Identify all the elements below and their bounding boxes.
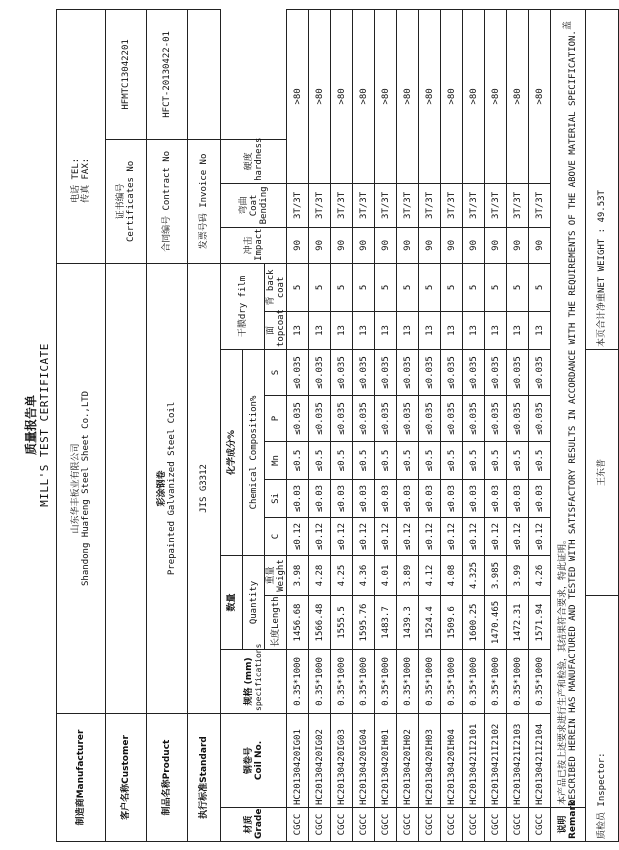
cell-bend: 3T/3T [353,183,375,227]
cell-impact: 90 [375,227,397,263]
cell-s: ≤0.035 [419,349,441,395]
cell-p: ≤0.035 [419,395,441,441]
cell-bend: 3T/3T [485,183,507,227]
col-si: Si [265,479,287,517]
cell-bend: 3T/3T [397,183,419,227]
data-rows [287,9,551,841]
certificate-table [56,9,619,842]
col-weight: 重量 Weight [265,555,287,595]
cell-si: ≤0.03 [397,479,419,517]
cell-p: ≤0.035 [463,395,485,441]
cell-hard: >80 [309,9,331,183]
cell-mn: ≤0.5 [397,441,419,479]
cell-back: 5 [507,263,529,311]
cell-bend: 3T/3T [441,183,463,227]
col-s: S [265,349,287,395]
cert-label-en: Certificates No [126,160,136,243]
column-header-row-1 [221,9,243,841]
cell-spec: 0.35*1000 [507,649,529,713]
cell-s: ≤0.035 [441,349,463,395]
cell-length: 1439.3 [397,595,419,649]
product-en: Prepainted Galvanized Steel Coil [167,401,177,576]
cell-hard: >80 [441,9,463,183]
cell-si: ≤0.03 [309,479,331,517]
cell-grade: CGCC [485,808,507,842]
cell-bend: 3T/3T [375,183,397,227]
cell-top: 13 [463,311,485,349]
invoice-value [188,9,221,139]
cell-c: ≤0.12 [485,517,507,555]
cell-bend: 3T/3T [309,183,331,227]
cell-c: ≤0.12 [397,517,419,555]
cell-mn: ≤0.5 [485,441,507,479]
cell-mn: ≤0.5 [529,441,551,479]
col-grade-en: Grade [253,808,264,839]
col-coil [221,713,287,807]
cell-top: 13 [485,311,507,349]
col-impact [221,227,287,263]
cell-grade: CGCC [441,808,463,842]
cell-back: 5 [353,263,375,311]
cell-weight: 3.98 [287,555,309,595]
cell-impact: 90 [287,227,309,263]
cell-hard: >80 [287,9,309,183]
cell-si: ≤0.03 [507,479,529,517]
cell-length: 1470.465 [485,595,507,649]
cell-bend: 3T/3T [331,183,353,227]
cell-grade: CGCC [507,808,529,842]
cell-back: 5 [287,263,309,311]
table-row [441,9,463,841]
col-spec [221,643,287,713]
cell-impact: 90 [441,227,463,263]
inspector-label: 质检员 Inspector: [586,595,619,841]
contract-value: HFCT-20130422-01 [147,9,188,139]
cell-hard: >80 [375,9,397,183]
col-backcoat: 背 back coat [265,263,287,311]
cell-weight: 4.28 [309,555,331,595]
cell-mn: ≤0.5 [419,441,441,479]
cell-length: 1524.4 [419,595,441,649]
col-spec-cn: 规格 (mm) [243,657,254,706]
standard-label: 执行标准Standard [188,713,221,841]
cell-si: ≤0.03 [485,479,507,517]
cell-impact: 90 [397,227,419,263]
title-en: MILL'S TEST CERTIFICATE [38,343,51,507]
cell-bend: 3T/3T [419,183,441,227]
cell-coil: HC20130420IH03 [419,713,441,807]
col-p: P [265,395,287,441]
manufacturer-label: 制造商Manufacturer [57,713,106,841]
cell-hard: >80 [397,9,419,183]
cell-hard: >80 [419,9,441,183]
cell-p: ≤0.035 [331,395,353,441]
cell-bend: 3T/3T [529,183,551,227]
cell-spec: 0.35*1000 [397,649,419,713]
cell-top: 13 [331,311,353,349]
remark-row [551,9,586,841]
table-row [331,9,353,841]
cell-weight: 4.12 [419,555,441,595]
cell-coil: HC20130420IG02 [309,713,331,807]
cell-si: ≤0.03 [287,479,309,517]
header-manufacturer-row [57,9,106,841]
table-row [529,9,551,841]
invoice-label: 发票号码 Invoice No [188,139,221,263]
inspector-name: 王东普 [586,349,619,595]
customer-value [106,263,147,713]
cell-s: ≤0.035 [463,349,485,395]
cell-bend: 3T/3T [507,183,529,227]
cell-impact: 90 [331,227,353,263]
header-product-row [147,9,188,841]
cell-coil: HC20130421I2104 [529,713,551,807]
table-row [353,9,375,841]
table-row [309,9,331,841]
col-impact-label: 冲击 Impact [243,228,264,261]
remark-label-cn: 说明 [558,815,568,834]
product-cn: 彩涂钢卷 [157,470,167,507]
cell-coil: HC20130420IG03 [331,713,353,807]
cell-si: ≤0.03 [375,479,397,517]
product-label: 制品名称Product [147,713,188,841]
manufacturer-cell [57,263,106,713]
col-hardness [221,139,287,183]
cell-mn: ≤0.5 [331,441,353,479]
col-length: 长度Length [265,595,287,649]
cell-c: ≤0.12 [353,517,375,555]
customer-label: 客户名称Customer [106,713,147,841]
cell-hard: >80 [353,9,375,183]
cell-s: ≤0.035 [485,349,507,395]
cell-bend: 3T/3T [463,183,485,227]
cell-coil: HC20130420IH04 [441,713,463,807]
table-row [287,9,309,841]
cell-grade: CGCC [353,808,375,842]
col-mn: Mn [265,441,287,479]
tel-fax-cell [57,9,106,263]
cell-p: ≤0.035 [309,395,331,441]
col-coil-cn: 钢卷号 [243,746,254,774]
cell-p: ≤0.035 [287,395,309,441]
product-cell [147,263,188,713]
cell-s: ≤0.035 [507,349,529,395]
cell-length: 1483.7 [375,595,397,649]
remark-label [551,800,586,842]
col-chem-cn: 化学成分% [221,349,243,555]
cell-p: ≤0.035 [353,395,375,441]
cell-grade: CGCC [397,808,419,842]
cell-length: 1566.48 [309,595,331,649]
cell-p: ≤0.035 [529,395,551,441]
cell-mn: ≤0.5 [463,441,485,479]
cell-spec: 0.35*1000 [529,649,551,713]
cell-length: 1509.6 [441,595,463,649]
cell-coil: HC20130420IH01 [375,713,397,807]
cert-label [106,139,147,263]
cell-grade: CGCC [463,808,485,842]
cell-coil: HC20130420IG01 [287,713,309,807]
cell-impact: 90 [507,227,529,263]
cell-impact: 90 [485,227,507,263]
cell-c: ≤0.12 [419,517,441,555]
cell-c: ≤0.12 [441,517,463,555]
cell-back: 5 [397,263,419,311]
cell-back: 5 [529,263,551,311]
col-grade [221,808,287,842]
table-row [375,9,397,841]
cell-s: ≤0.035 [309,349,331,395]
col-bending-label: 弯曲Coat Bending [238,186,269,225]
cell-top: 13 [441,311,463,349]
cell-hard: >80 [507,9,529,183]
cell-spec: 0.35*1000 [419,649,441,713]
cell-grade: CGCC [287,808,309,842]
cell-c: ≤0.12 [309,517,331,555]
cell-c: ≤0.12 [331,517,353,555]
cell-impact: 90 [309,227,331,263]
cell-weight: 4.325 [463,555,485,595]
cell-grade: CGCC [375,808,397,842]
cell-c: ≤0.12 [529,517,551,555]
cell-p: ≤0.035 [507,395,529,441]
footer-row [586,9,619,841]
cell-s: ≤0.035 [397,349,419,395]
table-row [397,9,419,841]
cell-length: 1456.68 [287,595,309,649]
cell-length: 1600.25 [463,595,485,649]
cell-s: ≤0.035 [529,349,551,395]
cell-mn: ≤0.5 [287,441,309,479]
cell-top: 13 [287,311,309,349]
cell-coil: HC20130421I2103 [507,713,529,807]
cell-back: 5 [463,263,485,311]
remark-text [551,9,586,807]
cell-p: ≤0.035 [375,395,397,441]
cell-grade: CGCC [309,808,331,842]
header-customer-row [106,9,147,841]
cell-grade: CGCC [331,808,353,842]
cell-top: 13 [375,311,397,349]
cell-si: ≤0.03 [331,479,353,517]
col-hardness-label: 硬度 hardness [243,137,264,181]
cell-spec: 0.35*1000 [441,649,463,713]
cell-mn: ≤0.5 [353,441,375,479]
cell-mn: ≤0.5 [507,441,529,479]
cell-impact: 90 [463,227,485,263]
cell-mn: ≤0.5 [309,441,331,479]
cell-length: 1571.94 [529,595,551,649]
cell-coil: HC20130421I2102 [485,713,507,807]
cell-weight: 4.01 [375,555,397,595]
remark-text-cn: 本产品已按上述要求进行生产和检验，其结果符合要求，特此证明。 [558,534,568,805]
cell-s: ≤0.035 [353,349,375,395]
cell-back: 5 [485,263,507,311]
cell-mn: ≤0.5 [441,441,463,479]
standard-value: JIS G3312 [188,263,221,713]
col-quantity-en: Quantity [243,555,265,649]
cert-label-cn: 证书编号 [116,183,126,220]
col-chem-en: Chemical Composition% [243,349,265,555]
cell-s: ≤0.035 [375,349,397,395]
cell-s: ≤0.035 [331,349,353,395]
cell-weight: 3.985 [485,555,507,595]
cell-si: ≤0.03 [441,479,463,517]
manufacturer-en: Shandong Huafeng Steel Sheet Co.,LTD [81,390,91,586]
cell-c: ≤0.12 [375,517,397,555]
cell-back: 5 [441,263,463,311]
cell-length: 1595.76 [353,595,375,649]
cell-grade: CGCC [419,808,441,842]
net-weight: 本页合计净重NET WEIGHT : 49.53T [586,9,619,349]
cell-p: ≤0.035 [397,395,419,441]
cell-back: 5 [309,263,331,311]
table-row [463,9,485,841]
table-row [507,9,529,841]
cell-c: ≤0.12 [507,517,529,555]
cell-hard: >80 [463,9,485,183]
cell-si: ≤0.03 [529,479,551,517]
cell-spec: 0.35*1000 [463,649,485,713]
cell-spec: 0.35*1000 [353,649,375,713]
remark-label-en: Remark [568,800,578,839]
tel-label: 电话 TEL: [71,157,81,203]
corner-mark: 盖 [563,20,573,30]
cell-weight: 4.25 [331,555,353,595]
contract-label: 合同编号 Contract No [147,139,188,263]
cell-spec: 0.35*1000 [287,649,309,713]
cell-spec: 0.35*1000 [485,649,507,713]
cell-p: ≤0.035 [485,395,507,441]
cell-coil: HC20130421I2101 [463,713,485,807]
cell-length: 1555.5 [331,595,353,649]
cert-value: HFMTC13042201 [106,9,147,139]
cell-si: ≤0.03 [353,479,375,517]
cell-hard: >80 [529,9,551,183]
cell-grade: CGCC [529,808,551,842]
manufacturer-cn: 山东华丰板业有限公司 [71,443,81,534]
cell-p: ≤0.035 [441,395,463,441]
cell-top: 13 [397,311,419,349]
cell-si: ≤0.03 [463,479,485,517]
col-topcoat: 面 topcoat [265,311,287,349]
cell-weight: 4.08 [441,555,463,595]
cell-c: ≤0.12 [463,517,485,555]
col-grade-cn: 材质 [243,815,254,834]
cell-mn: ≤0.5 [375,441,397,479]
cell-hard: >80 [485,9,507,183]
cell-c: ≤0.12 [287,517,309,555]
cell-back: 5 [331,263,353,311]
cell-weight: 4.26 [529,555,551,595]
cell-si: ≤0.03 [419,479,441,517]
col-quantity-cn: 数量 [221,555,243,649]
cell-weight: 3.89 [397,555,419,595]
cell-impact: 90 [419,227,441,263]
cell-top: 13 [529,311,551,349]
header-standard-row [188,9,221,841]
cell-back: 5 [419,263,441,311]
cell-length: 1472.31 [507,595,529,649]
cell-weight: 4.36 [353,555,375,595]
remark-text-en: DESCRIBED HEREIN HAS MANUFACTURED AND TESTED WITH SATISFACTORY RESULTS IN ACCORDANCE WITH THE REQUIREMENTS OF THE ABOVE MATERIAL SPECIFICATION. [568,30,578,805]
title-cn: 质量报告单 [24,395,38,456]
col-bending [221,183,287,227]
cell-bend: 3T/3T [287,183,309,227]
cell-spec: 0.35*1000 [309,649,331,713]
cell-back: 5 [375,263,397,311]
cell-spec: 0.35*1000 [375,649,397,713]
col-coil-en: Coil No. [253,740,264,781]
cell-top: 13 [309,311,331,349]
fax-label: 传真 FAX: [81,157,91,203]
col-c: C [265,517,287,555]
table-row [485,9,507,841]
cell-coil: HC20130420IH02 [397,713,419,807]
cell-weight: 3.99 [507,555,529,595]
cell-top: 13 [419,311,441,349]
col-spec-en: specifications [253,643,263,711]
cell-coil: HC20130420IG04 [353,713,375,807]
table-row [419,9,441,841]
cell-spec: 0.35*1000 [331,649,353,713]
cell-top: 13 [353,311,375,349]
cell-hard: >80 [331,9,353,183]
cell-top: 13 [507,311,529,349]
cell-s: ≤0.035 [287,349,309,395]
col-film: 干膜dry film [221,263,265,349]
cell-impact: 90 [353,227,375,263]
cell-impact: 90 [529,227,551,263]
